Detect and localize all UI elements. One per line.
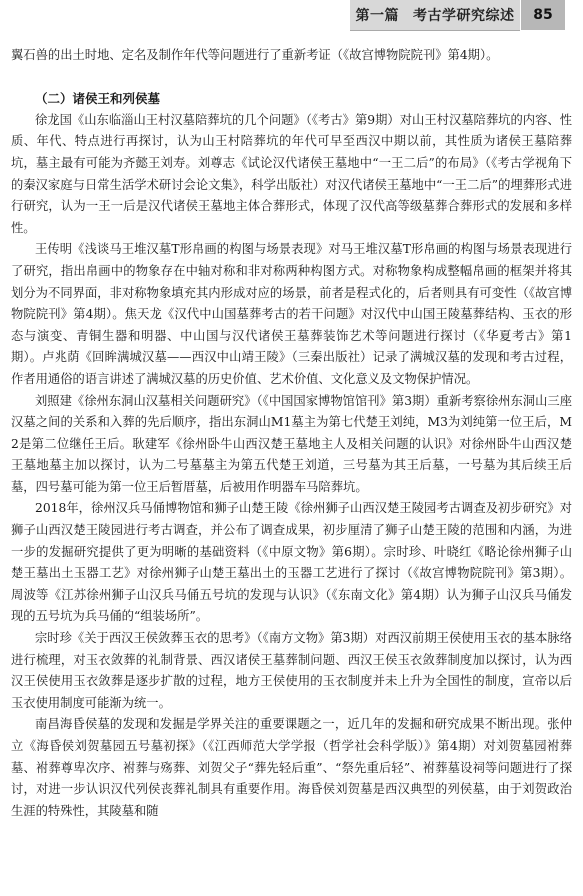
paragraph: 王传明《浅谈马王堆汉墓T形帛画的构图与场景表现》对马王堆汉墓T形帛画的构图与场景表现进行了研究，指出帛画中的物象存在中轴对称和非对称两种构图方式。对称物象构成整幅帛画的框架并将其划分为不同界面，非对称物象填充其内形成对应的场景，前者是程式化的，后者则具有可变性（《故宫博物院院刊》第4期）。焦天龙《汉代中山国墓葬考古的若干问题》对汉代中山国王陵墓葬结构、玉衣的形态与演变、青铜生器和明器、中山国与汉代诸侯王墓葬装饰艺术等问题进行探讨（《华夏考古》第1期）。卢兆荫《回眸满城汉墓——西汉中山靖王陵》（三秦出版社）记录了满城汉墓的发现和考古过程，作者用通俗的语言讲述了满城汉墓的历史价值、艺术价值、文化意义及文物保护情况。 (11, 242, 572, 386)
section-heading: （二）诸侯王和列侯墓 (35, 91, 161, 107)
paragraph: 南昌海昏侯墓的发现和发掘是学界关注的重要课题之一，近几年的发掘和研究成果不断出现。张仲立《海昏侯刘贺墓园五号墓初探》（《江西师范大学学报（哲学社会科学版）》第4期）对刘贺墓园袝葬墓、袝葬尊卑次序、袝葬与殇葬、刘贺父子“葬先轻后重”、“祭先重后轻”、袝葬墓设祠等问题进行了探讨，对进一步认识汉代列侯丧葬礼制具有重要作用。海昏侯刘贺墓是西汉典型的列侯墓，由于刘贺政治生涯的特殊性，其陵墓和随 (11, 717, 572, 818)
paragraph: 刘照建《徐州东洞山汉墓相关问题研究》（《中国国家博物馆馆刊》第3期）重新考察徐州东洞山三座汉墓之间的关系和入葬的先后顺序，指出东洞山M1墓主为第七代楚王刘纯，M3为刘纯第一位王后，M2是第二位继任王后。耿建军《徐州卧牛山西汉楚王墓地主人及相关问题的认识》对徐州卧牛山西汉楚王墓地墓主加以探讨，认为二号墓墓主为第五代楚王刘道，三号墓为其王后墓，一号墓为其后续王后墓，四号墓可能为第一位王后暂厝墓，后被用作明器车马陪葬坑。 (11, 393, 572, 494)
paragraph: 徐龙国《山东临淄山王村汉墓陪葬坑的几个问题》（《考古》第9期）对山王村汉墓陪葬坑的内容、性质、年代、特点进行再探讨，认为山王村陪葬坑的年代可早至西汉中期以前，其性质为诸侯王墓陪葬坑，墓主最有可能为齐懿王刘寿。刘尊志《试论汉代诸侯王墓地中“一王二后”的布局》（《考古学视角下的秦汉家庭与日常生活学术研讨会论文集》，科学出版社）对汉代诸侯王墓地中“一王二后”的埋葬形式进行研究，认为一王一后是汉代诸侯王墓地主体合葬形式，体现了汉代高等级墓葬合葬形式的发展和多样性。 (11, 112, 572, 235)
section-title: 考古学研究综述 (413, 8, 515, 24)
paragraph-continued: 翼石兽的出土时地、定名及制作年代等问题进行了重新考证（《故宫博物院院刊》第4期）。 (11, 48, 499, 62)
paragraph: 2018年，徐州汉兵马俑博物馆和狮子山楚王陵《徐州狮子山西汉楚王陵园考古调查及初步研究》对狮子山西汉楚王陵园进行考古调查，并公布了调查成果，初步厘清了狮子山楚王陵的范围和内涵，为进一步的发掘研究提供了更为明晰的基础资料（《中原文物》第6期）。宗时珍、叶晓红《略论徐州狮子山楚王墓出土玉器工艺》对徐州狮子山楚王墓出土的玉器工艺进行了探讨（《故宫博物院院刊》第3期）。周波等《江苏徐州狮子山汉兵马俑五号坑的发现与认识》（《东南文化》第4期）认为狮子山汉兵马俑发现的五号坑为兵马俑的“组装场所”。 (11, 501, 572, 624)
paragraph: 宗时珍《关于西汉王侯敛葬玉衣的思考》（《南方文物》第3期）对西汉前期王侯使用玉衣的基本脉络进行梳理，对玉衣敛葬的礼制背景、西汉诸侯王墓葬制问题、西汉王侯玉衣敛葬制度加以探讨，认为西汉王侯使用玉衣敛葬是逐步扩散的过程，地方王侯使用的玉衣制度并未上升为全国性的制度，宣帝以后玉衣使用制度可能渐为统一。 (11, 631, 572, 710)
running-header (350, 0, 520, 31)
part-label: 第一篇 (355, 8, 399, 24)
body-text (11, 45, 572, 822)
page-number: 85 (521, 0, 565, 30)
